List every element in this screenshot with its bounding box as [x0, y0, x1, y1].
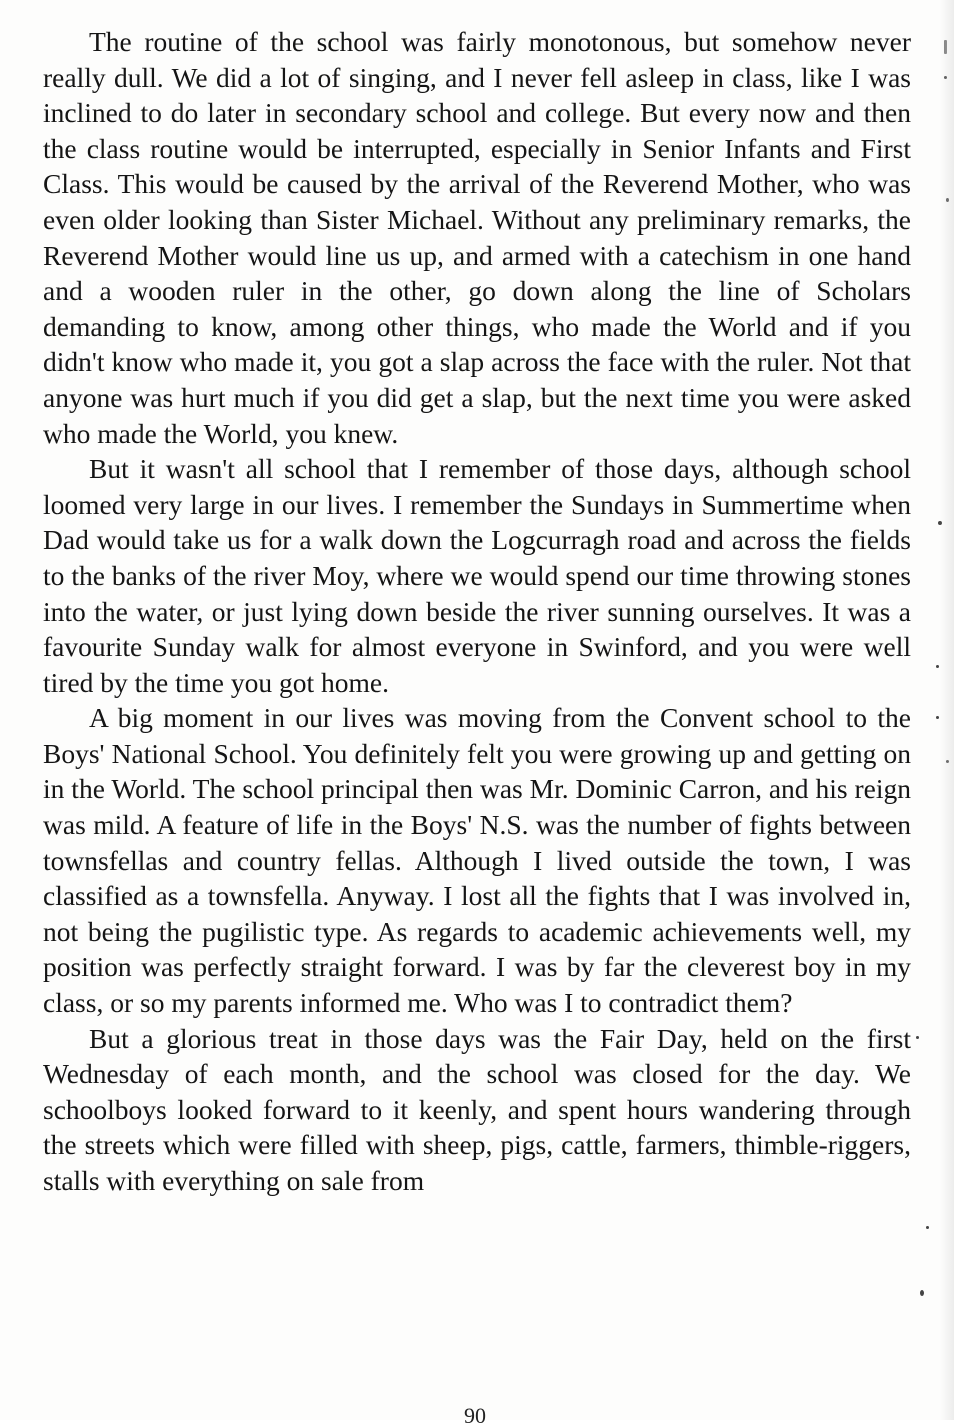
scan-speck — [926, 1226, 929, 1229]
scan-speck — [920, 1290, 924, 1296]
page-edge-shadow — [940, 0, 954, 1420]
paragraph-1: The routine of the school was fairly monotonous, but somehow never really dull. We did a lot of singing, and I never fell asleep in class, like I was inclined to do later in secondary school and college. But every now and then the class routine would be interrupted, especially in Senior Infants and First Class. This would be caused by the arrival of the Reverend Mother, who was even older looking than Sister Michael. Without any preliminary remarks, the Reverend Mother would line us up, and armed with a catechism in one hand and a wooden ruler in the other, go down along the line of Scholars demanding to know, among other things, who made the World and if you didn't know who made it, you got a slap across the face with the ruler. Not that anyone was hurt much if you did get a slap, but the next time you were asked who made the World, you knew. — [43, 26, 911, 449]
scan-speck — [936, 716, 939, 719]
paragraph-4: But a glorious treat in those days was the Fair Day, held on the first Wednesday of each month, and the school was closed for the day. We schoolboys looked forward to it keenly, and spent hours wandering through the streets which were filled with sheep, pigs, cattle, farmers, thimble-riggers, stalls with everything on sale from — [43, 1022, 911, 1196]
scan-speck — [916, 1036, 919, 1039]
paragraph-2: But it wasn't all school that I remember of those days, although school loomed very large in our lives. I remember the Sundays in Summertime when Dad would take us for a walk down the Logcurragh road and across the fields to the banks of the river Moy, where we would spend our time throwing stones into the water, or just lying down beside the river sunning ourselves. It was a favourite Sunday walk for almost everyone in Swinford, and you were well tired by the time you got home. — [43, 453, 911, 698]
page-number: 90 — [464, 1403, 486, 1428]
page-body-text — [43, 24, 911, 1199]
paragraph-3: A big moment in our lives was moving from the Convent school to the Boys' National School. You definitely felt you were growing up and getting on in the World. The school principal then was Mr. Dominic Carron, and his reign was mild. A feature of life in the Boys' N.S. was the number of fights between townsfellas and country fellas. Although I lived outside the town, I was classified as a townsfella. Anyway. I lost all the fights that I was involved in, not being the pugilistic type. As regards to academic achievements well, my position was perfectly straight forward. I was by far the cleverest boy in my class, or so my parents informed me. Who was I to contradict them? — [43, 702, 911, 1019]
scan-speck — [936, 665, 939, 668]
